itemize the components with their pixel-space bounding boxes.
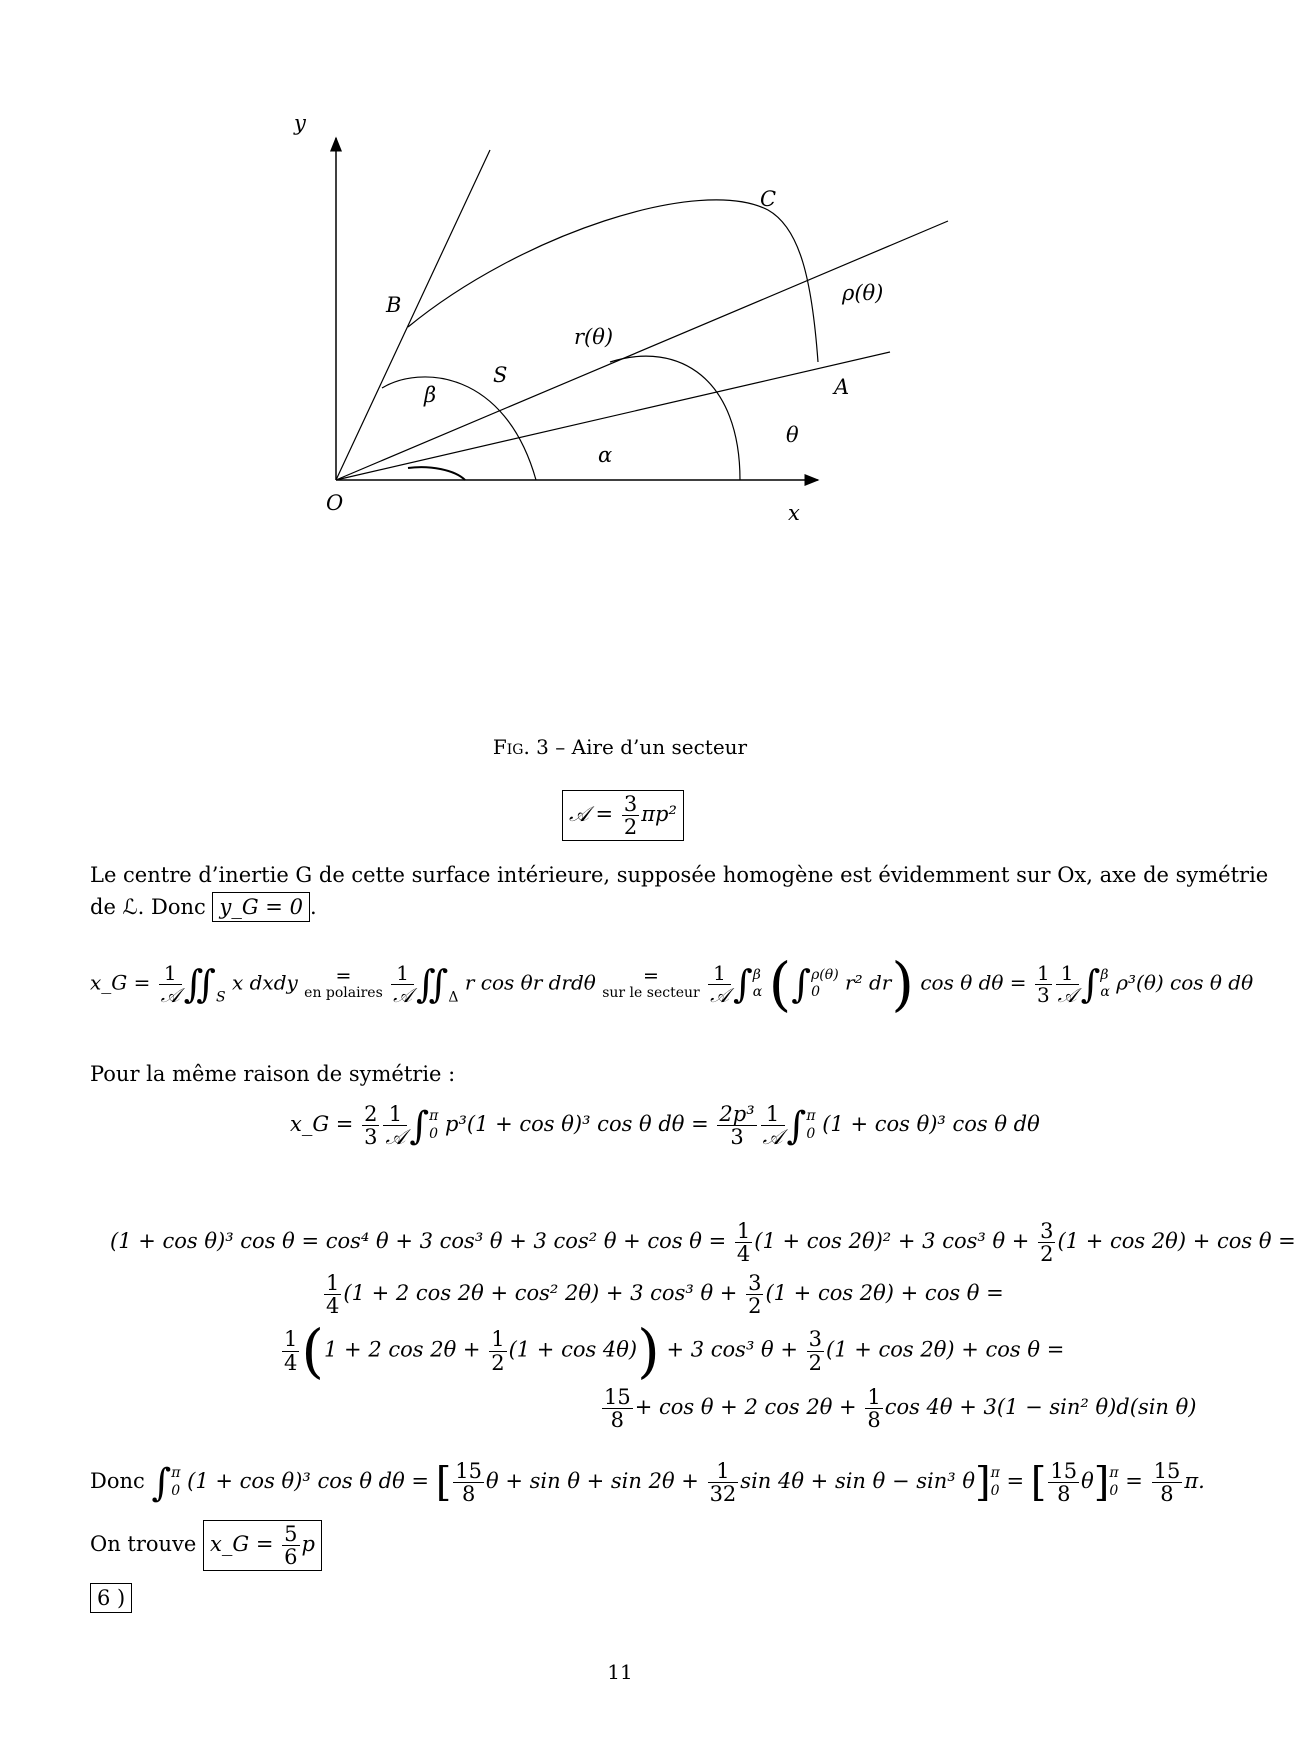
xg2-tail: (1 + cos θ)³ cos θ dθ [822, 1112, 1040, 1137]
label-x: x [788, 501, 800, 525]
term2: r cos θr drdθ [464, 970, 596, 995]
label-s: S [493, 363, 508, 387]
paragraph-1-line-2 [90, 892, 317, 922]
label-theta: θ [786, 423, 799, 447]
sub-s: S [216, 989, 226, 1006]
label-beta: β [424, 383, 437, 407]
label-a: A [834, 375, 850, 399]
paragraph-1-line-1: Le centre d’inertie G de cette surface intérieure, supposée homogène est évidemment sur Ox, axe de symétrie [90, 863, 1269, 887]
ray-theta [336, 221, 948, 480]
label-o: O [326, 491, 344, 515]
caption-text: Aire d’un secteur [571, 735, 748, 759]
ray-beta [336, 150, 490, 480]
donc-word: Donc [90, 1469, 145, 1494]
sub-delta: Δ [448, 989, 459, 1006]
area-formula [562, 790, 684, 841]
xg-equation-2: x_G = $\frac{2}{3}$ $\frac{1}{\text{𝒜}}$ ∫ π 0 p³(1 + cos θ)³ cos θ dθ = $\frac{\text{2p³}}{3}$ $\frac{1}{\text{𝒜}}$ ∫ π 0 (1 + cos θ)³ cos θ dθ [290, 1102, 1040, 1150]
area-rest: πp² [641, 802, 677, 827]
on-trouve-line [90, 1520, 322, 1571]
trouve-pre: On trouve [90, 1532, 197, 1557]
label-r-theta: r(θ) [574, 325, 614, 349]
caption-sep: – [548, 735, 572, 759]
donc-line: Donc ∫ π 0 (1 + cos θ)³ cos θ dθ = [ $\frac{15}{8}$ θ + sin θ + sin 2θ + $\frac{1}{32}$ sin 4θ + sin θ − sin³ θ] π 0 = [ $\frac{15}{8}$ θ] π 0 = $\frac{15}{8}$ π. [90, 1459, 1205, 1507]
expansion-line-2: $\frac{1}{4}$ (1 + 2 cos 2θ + cos² 2θ) + 3 cos³ θ + $\frac{3}{2}$ (1 + cos 2θ) + cos θ = [326, 1271, 1004, 1319]
expansion-line-4: $\frac{15}{8}$ + cos θ + 2 cos 2θ + $\frac{1}{8}$ cos 4θ + 3(1 − sin² θ)d(sin θ) [604, 1385, 1197, 1433]
para1-post: . [309, 895, 317, 919]
term3-tail: cos θ dθ = [920, 970, 1027, 995]
expansion-line-3: $\frac{1}{4}$ (1 + 2 cos 2θ + $\frac{1}{2}$ (1 + cos 4θ)) + 3 cos³ θ + $\frac{3}{2}$ (1 + cos 2θ) + cos θ = [284, 1317, 1065, 1385]
paragraph-2: Pour la même raison de symétrie : [90, 1062, 456, 1086]
xg-result-box: x_G = $\frac{5}{6}$ p [203, 1520, 322, 1571]
arc-alpha [610, 356, 740, 480]
xg-lhs: x_G = [90, 970, 151, 995]
caption-prefix: Fig. 3 [492, 735, 549, 759]
figure-caption [0, 735, 1240, 759]
expansion-line-1: (1 + cos θ)³ cos θ = cos⁴ θ + 3 cos³ θ + 3 cos² θ + cos θ = $\frac{1}{4}$ (1 + cos 2θ)² + 3 cos³ θ + $\frac{3}{2}$ (1 + cos 2θ) + cos θ = [110, 1219, 1296, 1267]
op-secteur: = sur le secteur [602, 964, 700, 1001]
term1: x dxdy [231, 970, 298, 995]
yg-box: y_G = 0 [212, 892, 309, 922]
arc-small [408, 467, 465, 480]
label-y: y [294, 111, 306, 135]
xg2-mid: p³(1 + cos θ)³ cos θ dθ = [445, 1112, 709, 1137]
op-polaires: = en polaires [304, 964, 383, 1001]
label-alpha: α [598, 443, 613, 467]
area-lhs: 𝒜 = [569, 802, 614, 827]
xg-equation: x_G = $\frac{1}{\text{𝒜}}$ $∬_S$ x dxdy = en polaires $\frac{1}{\text{𝒜}}$ $∬_\Delta$ r cos θr drdθ = sur le secteur $\frac{1}{\text{𝒜}}$ ∫ β α (∫ ρ(θ) 0 r² dr) cos θ dθ = $\frac{1}{3}$ $\frac{1}{\text{𝒜}}$ ∫ β α ρ³(θ) cos θ dθ [90, 950, 1254, 1018]
page-number: 11 [607, 1660, 633, 1684]
label-c: C [760, 187, 777, 211]
label-b: B [386, 293, 402, 317]
para1-pre: de ℒ. Donc [90, 895, 206, 919]
term3: r² dr [845, 970, 892, 995]
ray-alpha [336, 352, 890, 480]
term4: ρ³(θ) cos θ dθ [1116, 970, 1254, 995]
sector-figure [0, 0, 1240, 560]
area-fraction: $\frac{3}{2}$ [623, 792, 638, 840]
item-6: 6 ) [90, 1583, 132, 1613]
label-rho-theta: ρ(θ) [842, 281, 884, 305]
